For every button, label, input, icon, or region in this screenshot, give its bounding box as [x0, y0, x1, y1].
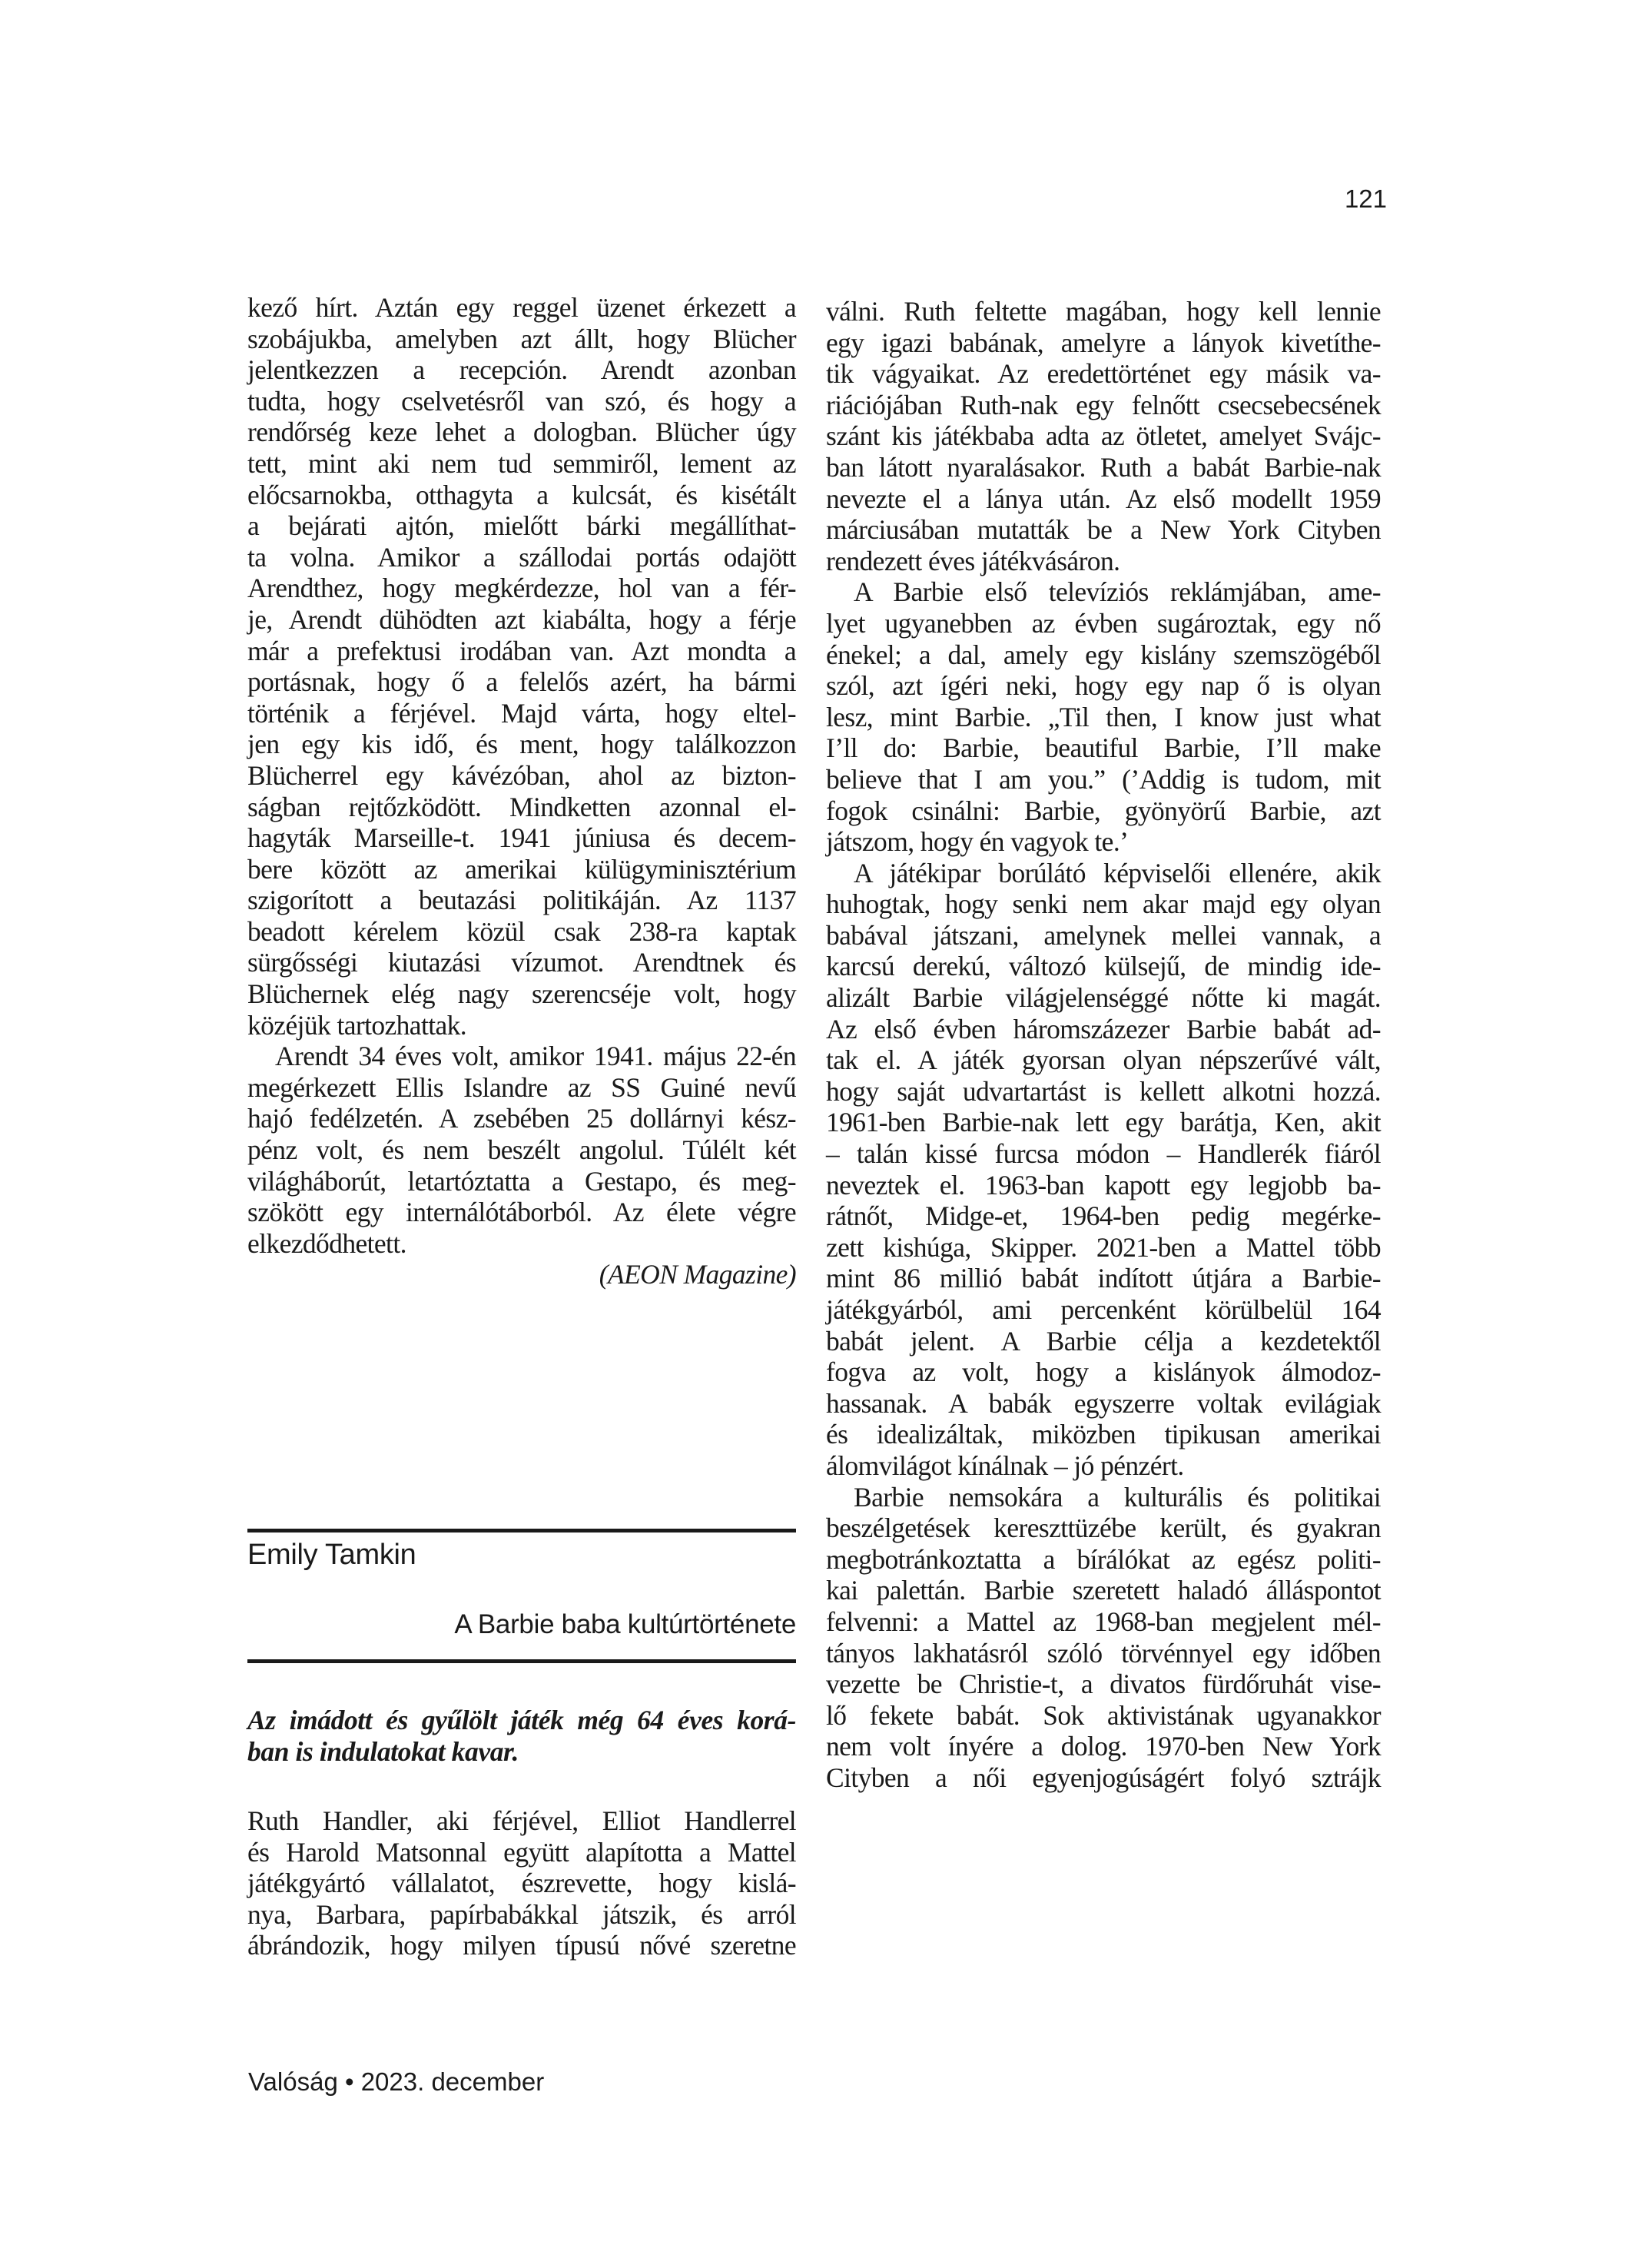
text-line: lő fekete babát. Sok aktivistának ugyanakkor — [826, 1699, 1381, 1731]
text-line: 1961-ben Barbie-nak lett egy barátja, Ken, akit — [826, 1107, 1381, 1138]
text-line: felvenni: a Mattel az 1968-ban megjelent mél- — [826, 1606, 1381, 1637]
text-line: már a prefektusi irodában van. Azt mondta a — [247, 635, 796, 666]
text-line: pénz volt, és nem beszélt angolul. Túlélt két — [247, 1134, 796, 1166]
page-number: 121 — [1344, 184, 1387, 213]
text-line: I’ll do: Barbie, beautiful Barbie, I’ll make — [826, 732, 1381, 764]
text-line: hagyták Marseille-t. 1941 júniusa és decem- — [247, 822, 796, 854]
lead-line: Az imádott és gyűlölt játék még 64 éves korá- — [247, 1705, 796, 1735]
text-line: – talán kissé furcsa módon – Handlerék fiáról — [826, 1138, 1381, 1170]
text-line: szánt kis játékbaba adta az ötletet, amelyet Svájc- — [826, 420, 1381, 452]
text-line: bere között az amerikai külügyminisztérium — [247, 853, 796, 885]
text-line: sürgősségi kiutazási vízumot. Arendtnek és — [247, 947, 796, 978]
text-line: A Barbie első televíziós reklámjában, ame- — [854, 576, 1381, 608]
article-intro — [247, 1805, 796, 1961]
text-line: szobájukba, amelyben azt állt, hogy Blücher — [247, 323, 796, 354]
text-line: nya, Barbara, papírbabákkal játszik, és arról — [247, 1898, 796, 1930]
previous-article-text — [247, 292, 796, 1290]
text-line: lyet ugyanebben az évben sugároztak, egy nő — [826, 607, 1381, 639]
text-line: babát jelent. A Barbie célja a kezdetektől — [826, 1325, 1381, 1356]
text-line: szigorított a beutazási politikáján. Az 1137 — [247, 885, 796, 916]
text-line: megbotránkoztatta a bírálókat az egész politi- — [826, 1543, 1381, 1575]
text-line: jen egy kis idő, és ment, hogy találkozzon — [247, 729, 796, 760]
text-line: közéjük tartozhattak. — [247, 1009, 467, 1041]
text-line: elkezdődhetett. — [247, 1227, 406, 1259]
lead-line: ban is indulatokat kavar. — [247, 1735, 519, 1767]
text-line: a bejárati ajtón, mielőtt bárki megállíthat- — [247, 510, 796, 542]
text-line: zett kishúga, Skipper. 2021-ben a Mattel több — [826, 1231, 1381, 1263]
text-line: tett, mint aki nem tud semmiről, lement az — [247, 447, 796, 479]
text-line: beadott kérelem közül csak 238-ra kaptak — [247, 915, 796, 947]
text-line: hogy saját udvartartást is kellett alkotni hozzá. — [826, 1075, 1381, 1107]
text-line: játékgyártó vállalatot, észrevette, hogy kislá- — [247, 1868, 796, 1899]
text-line: tányos lakhatásról szóló törvénnyel egy időben — [826, 1637, 1381, 1669]
text-line: történik a férjével. Majd várta, hogy eltel- — [247, 697, 796, 729]
text-line: Az első évben háromszázezer Barbie babát ad- — [826, 1013, 1381, 1044]
text-line: rátnőt, Midge-et, 1964-ben pedig megérke- — [826, 1200, 1381, 1232]
text-line: portásnak, hogy ő a felelős azért, ha bármi — [247, 666, 796, 698]
text-line: énekel; a dal, amely egy kislány szemszögéből — [826, 639, 1381, 670]
text-line: Blüchernek elég nagy szerencséje volt, hogy — [247, 978, 796, 1010]
text-line: Ruth Handler, aki férjével, Elliot Handlerrel — [247, 1805, 796, 1836]
article-title: A Barbie baba kultúrtörténete — [454, 1609, 796, 1639]
text-line: jelentkezzen a recepción. Arendt azonban — [247, 354, 796, 386]
text-line: alizált Barbie világjelenséggé nőtte ki magát. — [826, 982, 1381, 1014]
header-rule-bottom — [247, 1659, 796, 1663]
text-line: fogok csinálni: Barbie, gyönyörű Barbie, azt — [826, 795, 1381, 826]
text-line: világháborút, letartóztatta a Gestapo, és meg- — [247, 1165, 796, 1197]
text-line: believe that I am you.” (’Addig is tudom, mit — [826, 763, 1381, 795]
text-line: rendőrség keze lehet a dologban. Blücher úgy — [247, 417, 796, 448]
text-line: lesz, mint Barbie. „Til then, I know just what — [826, 701, 1381, 732]
footer-publication: Valóság • 2023. december — [248, 2067, 545, 2096]
text-line: játékgyárból, ami percenként körülbelül 164 — [826, 1294, 1381, 1325]
text-line: mint 86 millió babát indított útjára a Barbie- — [826, 1263, 1381, 1294]
text-line: megérkezett Ellis Islandre az SS Guiné nevű — [247, 1071, 796, 1103]
text-line: Arendt 34 éves volt, amikor 1941. május 22-én — [275, 1041, 796, 1072]
article-author: Emily Tamkin — [247, 1539, 416, 1571]
text-line: je, Arendt dühödten azt kiabálta, hogy a férje — [247, 603, 796, 635]
text-line: rendezett éves játékvásáron. — [826, 545, 1120, 576]
text-line: riációjában Ruth-nak egy felnőtt csecsebecsének — [826, 389, 1381, 420]
text-line: játszom, hogy én vagyok te.’ — [826, 826, 1129, 858]
text-line: hajó fedélzetén. A zsebében 25 dollárnyi kész- — [247, 1103, 796, 1134]
text-line: szökött egy internálótáborból. Az élete végre — [247, 1197, 796, 1228]
header-rule-top — [247, 1529, 796, 1532]
text-line: ban látott nyaralásakor. Ruth a babát Barbie-nak — [826, 451, 1381, 483]
text-line: kező hírt. Aztán egy reggel üzenet érkezett a — [247, 292, 796, 323]
text-line: neveztek el. 1963-ban kapott egy legjobb ba- — [826, 1169, 1381, 1200]
text-line: huhogtak, hogy senki nem akar majd egy olyan — [826, 888, 1381, 920]
source-attribution: (AEON Magazine) — [599, 1259, 796, 1290]
text-line: karcsú derekú, változó külsejű, de mindig ide- — [826, 951, 1381, 982]
text-line: és idealizáltak, miközben tipikusan amerikai — [826, 1419, 1381, 1450]
text-line: álomvilágot kínálnak – jó pénzért. — [826, 1449, 1184, 1481]
text-line: ábrándozik, hogy milyen típusú nővé szeretne — [247, 1930, 796, 1961]
text-line: márciusában mutatták be a New York Cityben — [826, 514, 1381, 546]
text-line: előcsarnokba, otthagyta a kulcsát, és kisétált — [247, 479, 796, 510]
text-line: Barbie nemsokára a kulturális és politikai — [854, 1481, 1381, 1513]
article-body-right — [826, 296, 1381, 1794]
text-line: ságban rejtőzködött. Mindketten azonnal el- — [247, 791, 796, 822]
text-line: nem volt ínyére a dolog. 1970-ben New York — [826, 1731, 1381, 1762]
text-line: Arendthez, hogy megkérdezze, hol van a fér- — [247, 573, 796, 604]
text-line: kai palettán. Barbie szeretett haladó álláspontot — [826, 1575, 1381, 1606]
text-line: ta volna. Amikor a szállodai portás odajött — [247, 541, 796, 573]
article-lead — [247, 1705, 796, 1767]
text-line: nevezte el a lánya után. Az első modellt 1959 — [826, 483, 1381, 514]
text-line: fogva az volt, hogy a kislányok álmodoz- — [826, 1356, 1381, 1388]
text-line: vezette be Christie-t, a divatos fürdőruhát vise- — [826, 1669, 1381, 1700]
text-line: szól, azt ígéri neki, hogy egy nap ő is olyan — [826, 670, 1381, 702]
text-line: válni. Ruth feltette magában, hogy kell lennie — [826, 296, 1381, 327]
text-line: beszélgetések kereszttüzébe került, és gyakran — [826, 1513, 1381, 1544]
text-line: egy igazi babának, amelyre a lányok kivetíthe- — [826, 327, 1381, 358]
text-line: Blücherrel egy kávézóban, ahol az bizton- — [247, 759, 796, 791]
text-line: hassanak. A babák egyszerre voltak evilágiak — [826, 1387, 1381, 1419]
text-line: tudta, hogy cselvetésről van szó, és hogy a — [247, 385, 796, 417]
text-line: Cityben a női egyenjogúságért folyó sztrájk — [826, 1762, 1381, 1793]
text-line: tak el. A játék gyorsan olyan népszerűvé vált, — [826, 1044, 1381, 1076]
text-line: A játékipar borúlátó képviselői ellenére, akik — [854, 857, 1381, 888]
text-line: és Harold Matsonnal együtt alapította a Mattel — [247, 1836, 796, 1868]
text-line: tik vágyaikat. Az eredettörténet egy másik va- — [826, 358, 1381, 390]
text-line: babával játszani, amelynek mellei vannak, a — [826, 919, 1381, 951]
